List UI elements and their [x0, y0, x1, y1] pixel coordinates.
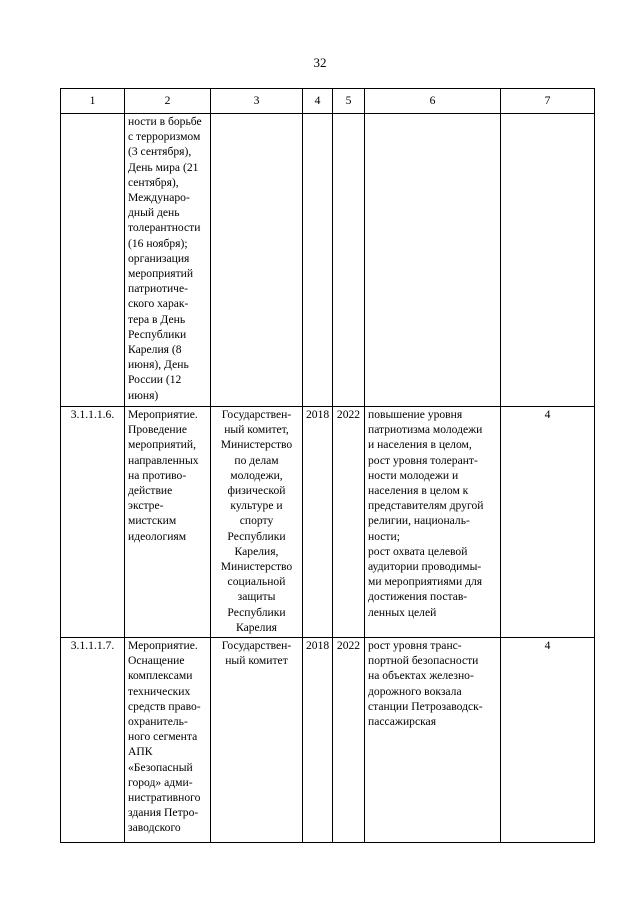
cell-line: социальной [227, 575, 286, 589]
cell-executor [211, 638, 303, 843]
header-col-3: 3 [211, 89, 303, 114]
cell-line: Государствен- [221, 639, 292, 652]
cell-line: Республики [227, 529, 286, 543]
header-row [61, 89, 595, 114]
cell-line: средств право- [128, 699, 201, 713]
cell-line: населения в целом к [368, 484, 469, 498]
header-col-6: 6 [365, 89, 501, 114]
cell-line: ного сегмента [128, 730, 198, 744]
cell-code [61, 114, 125, 407]
cell-result [365, 407, 501, 638]
cell-line: толерантности [128, 221, 201, 235]
cell-line: на противо- [128, 468, 187, 482]
header-col-4: 4 [303, 89, 333, 114]
cell-line: по делам [234, 453, 279, 467]
cell-line: и населения в целом, [368, 438, 472, 452]
cell-line: ми мероприятиями для [368, 575, 483, 589]
cell-line: рост уровня толерант- [368, 453, 478, 467]
cell-line: ности молодежи и [368, 468, 459, 482]
cell-line: (3 сентября), [128, 145, 192, 159]
cell-line: аудитории проводимы- [368, 560, 482, 574]
cell-line: рост охвата целевой [368, 544, 468, 558]
cell-line: охранитель- [128, 715, 188, 729]
cell-line: Карелия (8 [128, 343, 182, 357]
cell-line: июня), День [128, 358, 189, 372]
cell-line: представителям другой [368, 499, 484, 513]
cell-result [365, 114, 501, 407]
cell-line: спорту [239, 514, 274, 528]
cell-line: идеологиям [128, 529, 187, 543]
page-number: 32 [313, 55, 327, 70]
cell-line: Министерство [220, 438, 293, 452]
cell-line: физической [227, 484, 286, 498]
cell-activity [125, 114, 211, 407]
cell-line: сентября), [128, 175, 179, 189]
table-row [61, 114, 595, 407]
cell-line: ный комитет, [224, 423, 289, 437]
cell-line: День мира (21 [128, 160, 199, 174]
header-col-1: 1 [61, 89, 125, 114]
cell-line: направленных [128, 453, 199, 467]
cell-line: (16 ноября); [128, 236, 188, 250]
cell-line: патриотизма молодежи [368, 423, 483, 437]
cell-indicator [501, 114, 595, 407]
cell-line: пассажирская [368, 715, 437, 729]
cell-line: город» адми- [128, 775, 193, 789]
cell-line: достижения постав- [368, 590, 468, 604]
header-col-2: 2 [125, 89, 211, 114]
cell-line: заводского [128, 821, 181, 835]
cell-line: мероприятий, [128, 438, 196, 452]
cell-line: России (12 [128, 373, 182, 387]
cell-indicator: 4 [501, 407, 595, 638]
cell-line: здания Петро- [128, 806, 199, 820]
cell-line: с терроризмом [128, 130, 201, 144]
cell-line: технических [128, 684, 191, 698]
cell-line: на объектах железно- [368, 669, 474, 683]
table-row [61, 638, 595, 843]
cell-line: патриотиче- [128, 282, 189, 296]
cell-line: дорожного вокзала [368, 684, 462, 698]
cell-code: 3.1.1.1.7. [61, 638, 125, 843]
cell-line: ского харак- [128, 297, 189, 311]
cell-line: Министерство [220, 560, 293, 574]
cell-line: действие [128, 484, 173, 498]
cell-executor [211, 114, 303, 407]
cell-line: ленных целей [368, 605, 437, 619]
cell-code: 3.1.1.1.6. [61, 407, 125, 638]
cell-line: ности; [368, 529, 400, 543]
cell-line: комплексами [128, 669, 193, 683]
cell-line: мероприятий [128, 267, 194, 281]
cell-line: Оснащение [128, 654, 185, 668]
cell-line: станции Петрозаводск- [368, 699, 483, 713]
cell-line: экстре- [128, 499, 164, 513]
cell-start-year [303, 114, 333, 407]
cell-activity [125, 638, 211, 843]
cell-line: тера в День [128, 312, 186, 326]
cell-end-year: 2022 [333, 638, 365, 843]
cell-line: молодежи, [230, 468, 283, 482]
cell-line: Государствен- [221, 408, 292, 421]
cell-line: ный комитет [225, 654, 288, 668]
cell-activity [125, 407, 211, 638]
cell-line: Междунаро- [128, 191, 190, 205]
plan-table [60, 88, 595, 843]
cell-line: мистским [128, 514, 177, 528]
cell-line: Республики [227, 605, 286, 619]
cell-line: Республики [128, 327, 187, 341]
cell-line: нистративного [128, 791, 201, 805]
cell-end-year: 2022 [333, 407, 365, 638]
cell-line: портной безопасности [368, 654, 479, 668]
cell-line: АПК [128, 745, 153, 759]
cell-line: защиты [237, 590, 276, 604]
cell-line: Карелия, [234, 544, 279, 558]
cell-line: июня) [128, 388, 159, 402]
cell-indicator: 4 [501, 638, 595, 843]
cell-line: организация [128, 251, 190, 265]
cell-start-year: 2018 [303, 407, 333, 638]
header-col-5: 5 [333, 89, 365, 114]
cell-result [365, 638, 501, 843]
cell-line: Мероприятие. [128, 408, 198, 421]
cell-line: рост уровня транс- [368, 639, 462, 652]
header-col-7: 7 [501, 89, 595, 114]
cell-line: дный день [128, 206, 180, 220]
cell-line: Карелия [236, 620, 277, 634]
cell-executor [211, 407, 303, 638]
table-row [61, 407, 595, 638]
cell-line: Мероприятие. [128, 639, 198, 652]
cell-end-year [333, 114, 365, 407]
cell-line: ности в борьбе [128, 115, 202, 128]
cell-line: повышение уровня [368, 408, 463, 421]
cell-line: «Безопасный [128, 760, 193, 774]
cell-start-year: 2018 [303, 638, 333, 843]
cell-line: культуре и [230, 499, 283, 513]
cell-line: религии, националь- [368, 514, 470, 528]
cell-line: Проведение [128, 423, 187, 437]
